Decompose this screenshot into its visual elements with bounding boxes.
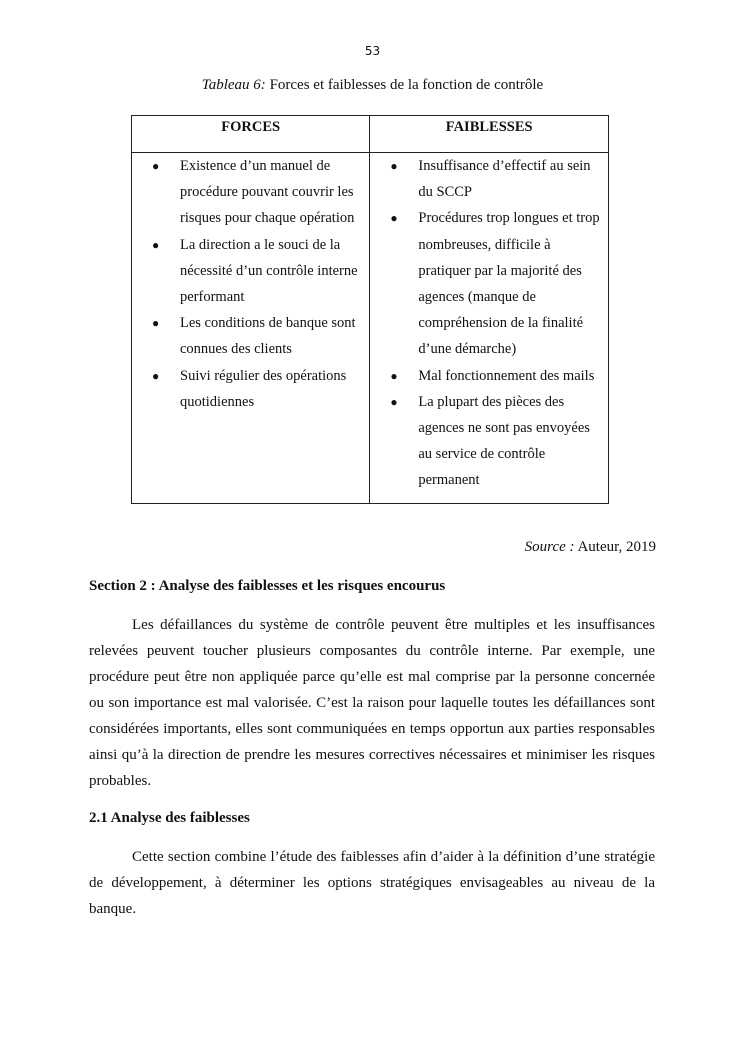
section-2-paragraph: Les défaillances du système de contrôle peuvent être multiples et les insuffisances relevées peuvent toucher plusieurs composantes du contrôle interne. Par exemple, une procédure peut être non appliquée parce qu’elle est mal comprise par la personne concernée ou son importance est mal valorisée. C’est la raison pour laquelle toutes les défaillances sont considérées importants, elles sont communiquées en temps opportun aux parties responsables ainsi qu’à la direction de prendre les mesures correctives nécessaires et minimiser les risques probables. — [89, 617, 655, 789]
list-item: ● Mal fonctionnement des mails — [370, 363, 604, 389]
source-text: Auteur, 2019 — [574, 539, 656, 555]
list-item: ● La direction a le souci de la nécessité d’un contrôle interne performant — [132, 232, 365, 311]
section-2-heading: Section 2 : Analyse des faiblesses et les risques encourus — [89, 578, 446, 594]
forces-list — [132, 153, 369, 415]
bullet-icon: ● — [152, 368, 160, 383]
source-label: Source : — [524, 539, 575, 555]
faiblesses-cell — [370, 153, 609, 504]
list-item: ● Procédures trop longues et trop nombreuses, difficile à pratiquer par la majorité des agences (manque de compréhension de la finalité d’une démarche) — [370, 205, 604, 362]
caption-label: Tableau 6: — [201, 77, 266, 93]
page-number: 53 — [364, 44, 381, 58]
caption-text: Forces et faiblesses de la fonction de contrôle — [265, 77, 544, 93]
forces-faiblesses-table — [131, 115, 609, 504]
bullet-icon: ● — [390, 159, 398, 173]
bullet-icon: ● — [390, 394, 398, 409]
list-item: ● La plupart des pièces des agences ne sont pas envoyées au service de contrôle permanent — [370, 389, 604, 494]
bullet-icon: ● — [390, 211, 398, 226]
list-item: ● Existence d’un manuel de procédure pouvant couvrir les risques pour chaque opération — [132, 153, 365, 232]
section-2-1-heading: 2.1 Analyse des faiblesses — [89, 810, 250, 826]
bullet-icon: ● — [152, 316, 160, 331]
bullet-icon: ● — [390, 368, 398, 383]
forces-cell — [132, 153, 370, 504]
faiblesses-list — [370, 153, 608, 494]
header-forces: FORCES — [132, 116, 370, 153]
table-caption — [0, 77, 745, 94]
list-item: ● Suivi régulier des opérations quotidiennes — [132, 363, 365, 415]
list-item: ● Insuffisance d’effectif au sein du SCCP — [370, 153, 604, 205]
bullet-icon: ● — [152, 159, 160, 173]
source-note — [525, 539, 656, 556]
list-item: ● Les conditions de banque sont connues des clients — [132, 310, 365, 362]
section-2-1-paragraph: Cette section combine l’étude des faiblesses afin d’aider à la définition d’une stratégie de développement, à déterminer les options stratégiques envisageables au niveau de la banque. — [89, 849, 655, 917]
header-faiblesses: FAIBLESSES — [370, 116, 609, 153]
bullet-icon: ● — [152, 237, 160, 252]
